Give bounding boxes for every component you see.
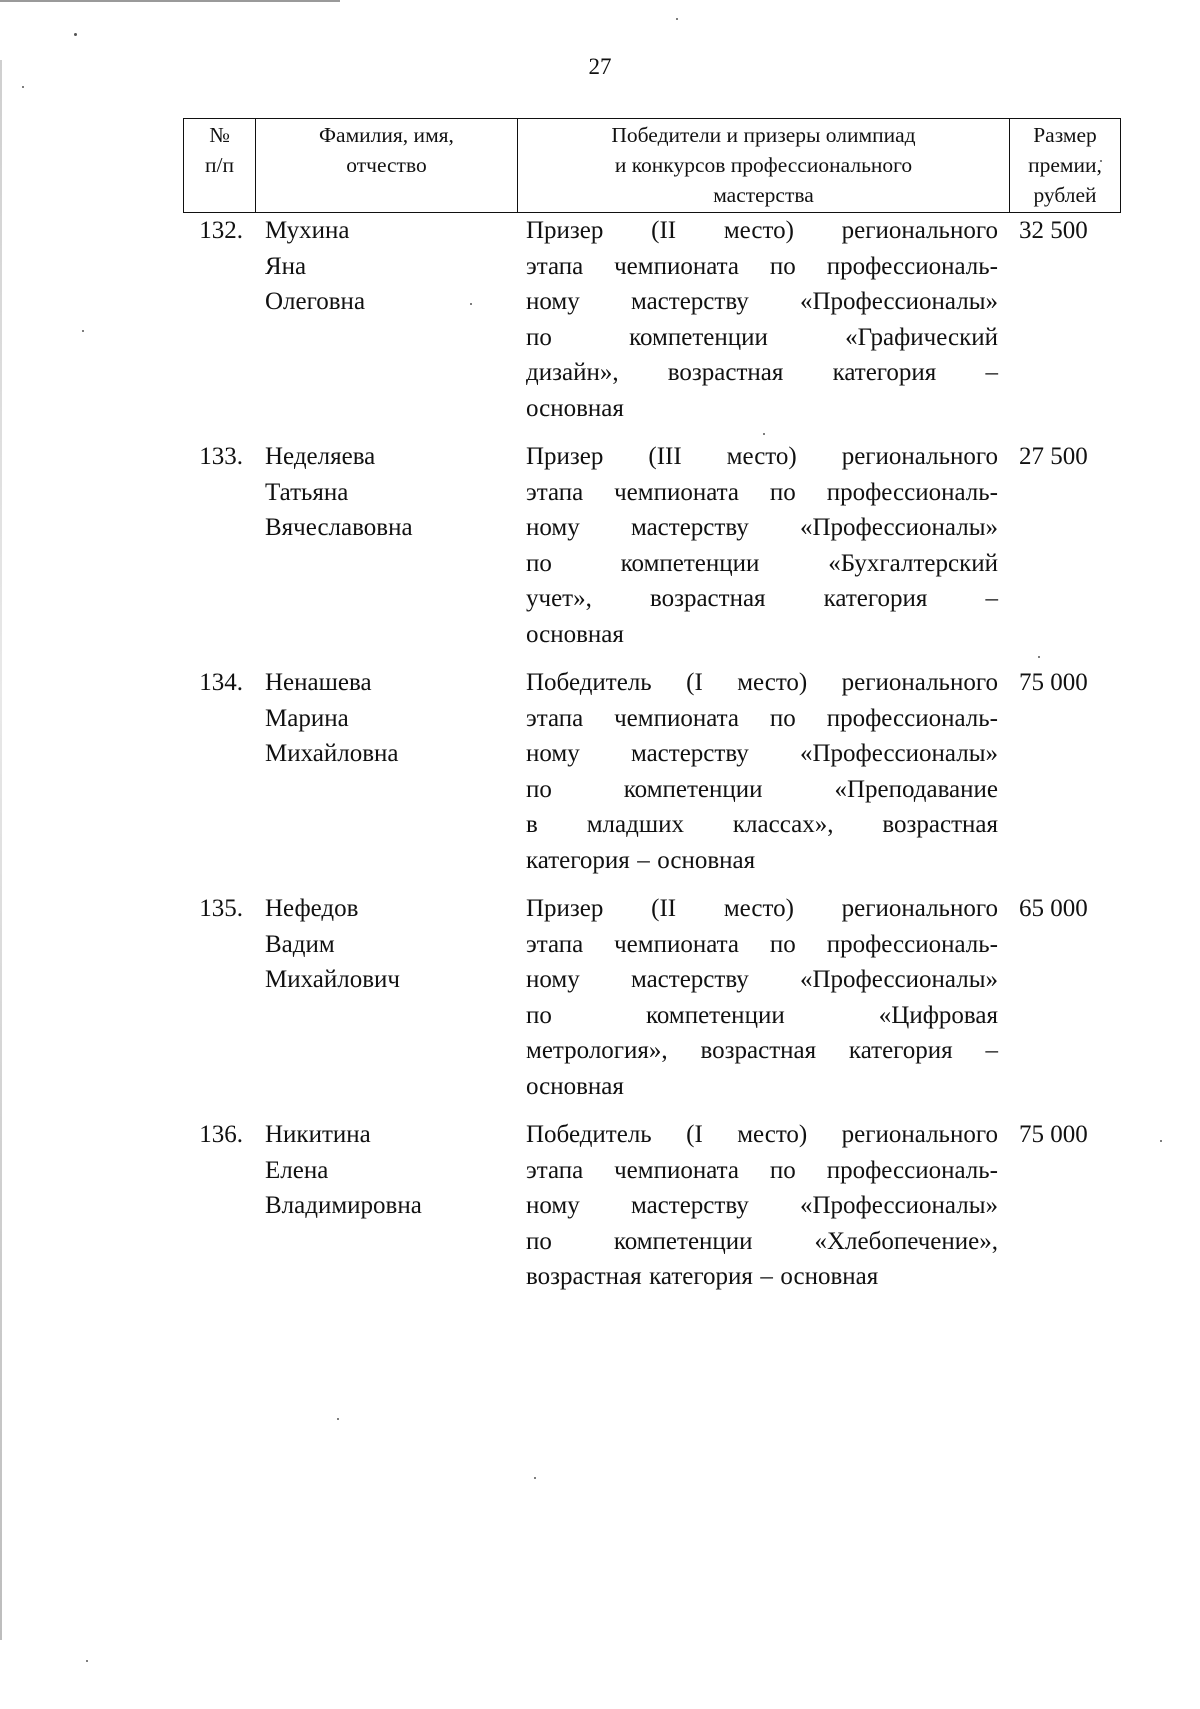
patronymic: Михайловна	[265, 740, 399, 768]
row-number: 133.	[199, 443, 243, 470]
scan-speck	[1038, 656, 1040, 658]
scan-speck	[676, 18, 678, 20]
achievement-line: ному мастерству «Профессионалы»	[526, 514, 998, 542]
row-prize-amount: 27 500	[1019, 443, 1088, 470]
achievement-line: ному мастерству «Профессионалы»	[526, 1192, 998, 1220]
achievement-line: в младших классах», возрастная	[526, 811, 998, 839]
patronymic: Олеговна	[265, 288, 366, 316]
first-name: Елена	[265, 1156, 329, 1184]
achievement-line: этапа чемпионата по профессиональ-	[526, 478, 998, 506]
achievement-line: этапа чемпионата по профессиональ-	[526, 252, 998, 280]
header-full-name: Фамилия, имя, отчество	[256, 119, 518, 212]
row-prize-amount: 32 500	[1019, 217, 1088, 244]
achievement-line: этапа чемпионата по профессиональ-	[526, 1156, 998, 1184]
surname: Неделяева	[265, 443, 376, 470]
achievement-line: ному мастерству «Профессионалы»	[526, 740, 998, 768]
achievement-line: основная	[526, 620, 624, 648]
achievement-line: Победитель (I место) регионального	[526, 669, 998, 696]
scan-speck	[86, 1660, 88, 1662]
header-achievement: Победители и призеры олимпиад и конкурсов профессионального мастерства	[518, 119, 1010, 212]
row-prize-amount: 75 000	[1019, 669, 1088, 696]
table-header	[183, 118, 1121, 213]
row-prize-amount: 75 000	[1019, 1121, 1088, 1148]
surname: Нефедов	[265, 895, 359, 922]
row-full-name	[265, 1117, 515, 1224]
first-name: Марина	[265, 704, 349, 732]
achievement-line: возрастная категория – основная	[526, 1263, 879, 1291]
page-number: 27	[588, 54, 612, 79]
achievement-line: по компетенции «Преподавание	[526, 775, 998, 803]
patronymic: Владимировна	[265, 1192, 422, 1220]
scan-speck	[22, 86, 24, 88]
row-full-name	[265, 439, 515, 546]
scan-speck	[337, 1418, 339, 1420]
surname: Никитина	[265, 1121, 371, 1148]
row-prize-amount: 65 000	[1019, 895, 1088, 922]
scan-speck	[763, 433, 765, 435]
achievement-line: категория – основная	[526, 846, 756, 874]
scan-speck	[82, 330, 84, 332]
row-achievement	[526, 665, 998, 879]
row-achievement	[526, 439, 998, 653]
achievement-line: учет», возрастная категория –	[526, 585, 998, 613]
scan-speck	[534, 1477, 536, 1479]
first-name: Татьяна	[265, 478, 349, 506]
row-full-name	[265, 891, 515, 998]
row-achievement	[526, 1117, 998, 1295]
patronymic: Михайлович	[265, 966, 400, 994]
achievement-line: Победитель (I место) регионального	[526, 1121, 998, 1148]
achievement-line: этапа чемпионата по профессиональ-	[526, 704, 998, 732]
row-achievement	[526, 213, 998, 427]
scan-artifact-edge	[0, 60, 2, 1640]
scan-speck	[74, 33, 77, 36]
scan-artifact-line	[0, 0, 340, 2]
surname: Ненашева	[265, 669, 372, 696]
surname: Мухина	[265, 217, 350, 244]
achievement-line: ному мастерству «Профессионалы»	[526, 288, 998, 316]
achievement-line: дизайн», возрастная категория –	[526, 359, 998, 387]
row-number: 136.	[199, 1121, 243, 1148]
row-number: 134.	[199, 669, 243, 696]
header-prize-amount: Размер премии, рублей	[1028, 123, 1102, 207]
achievement-line: Призер (II место) регионального	[526, 895, 998, 922]
row-full-name	[265, 665, 515, 772]
achievement-line: Призер (II место) регионального	[526, 217, 998, 244]
achievement-line: по компетенции «Бухгалтерский	[526, 549, 998, 577]
achievement-line: Призер (III место) регионального	[526, 443, 998, 470]
achievement-line: этапа чемпионата по профессиональ-	[526, 930, 998, 958]
achievement-line: основная	[526, 1072, 624, 1100]
row-full-name	[265, 213, 515, 320]
achievement-line: по компетенции «Цифровая	[526, 1001, 998, 1029]
row-achievement	[526, 891, 998, 1105]
achievement-line: метрология», возрастная категория –	[526, 1037, 998, 1065]
scan-speck	[1160, 1140, 1162, 1142]
row-number: 132.	[199, 217, 243, 244]
patronymic: Вячеславовна	[265, 514, 413, 542]
achievement-line: по компетенции «Хлебопечение»,	[526, 1227, 998, 1255]
first-name: Вадим	[265, 930, 335, 958]
header-number: № п/п	[184, 119, 256, 212]
achievement-line: основная	[526, 394, 624, 422]
row-number: 135.	[199, 895, 243, 922]
achievement-line: ному мастерству «Профессионалы»	[526, 966, 998, 994]
achievement-line: по компетенции «Графический	[526, 323, 998, 351]
first-name: Яна	[265, 252, 307, 280]
